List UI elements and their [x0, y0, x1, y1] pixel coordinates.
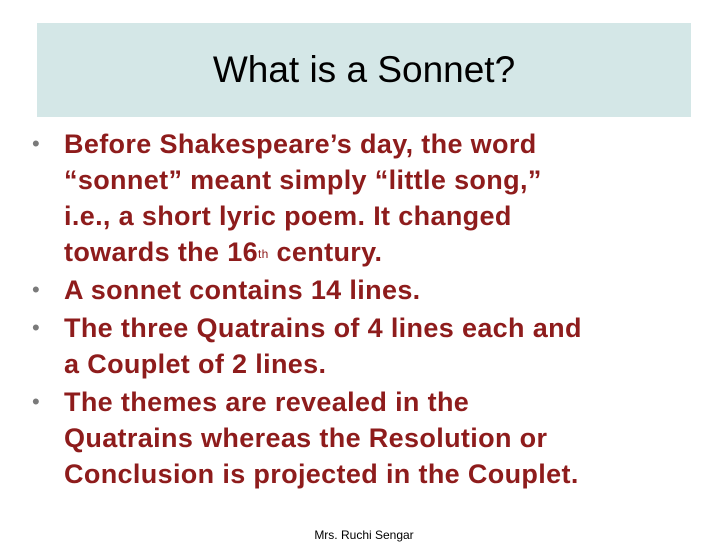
bullet-item-2 [30, 272, 720, 308]
bullet-1-line-1: Before Shakespeare’s day, the word [64, 129, 537, 159]
ordinal-suffix: th [257, 247, 269, 261]
bullet-1-line-2: “sonnet” meant simply “little song,” [64, 165, 542, 195]
bullet-1-line-4 [64, 234, 720, 270]
bullet-3-line-2: a Couplet of 2 lines. [64, 349, 327, 379]
bullet-glyph: • [32, 315, 41, 340]
bullet-list [30, 126, 720, 494]
bullet-glyph: • [32, 277, 41, 302]
slide-title: What is a Sonnet? [212, 49, 516, 90]
bullet-4-line-2: Quatrains whereas the Resolution or [64, 423, 548, 453]
bullet-item-4 [30, 384, 720, 492]
footer-author: Mrs. Ruchi Sengar [314, 528, 414, 542]
bullet-4-line-1: The themes are revealed in the [64, 387, 470, 417]
bullet-4-line-3: Conclusion is projected in the Couplet. [64, 459, 579, 489]
bullet-glyph: • [32, 131, 41, 156]
bullet-1-line-4-pre: towards the 16 [64, 237, 258, 267]
bullet-item-3 [30, 310, 720, 382]
title-band [37, 23, 691, 117]
bullet-1-line-3: i.e., a short lyric poem. It changed [64, 201, 512, 231]
bullet-1-line-4-post: century. [268, 237, 383, 267]
bullet-3-line-1: The three Quatrains of 4 lines each and [64, 313, 582, 343]
bullet-2-line-1: A sonnet contains 14 lines. [64, 275, 421, 305]
bullet-item-1 [30, 126, 720, 270]
bullet-glyph: • [32, 389, 41, 414]
